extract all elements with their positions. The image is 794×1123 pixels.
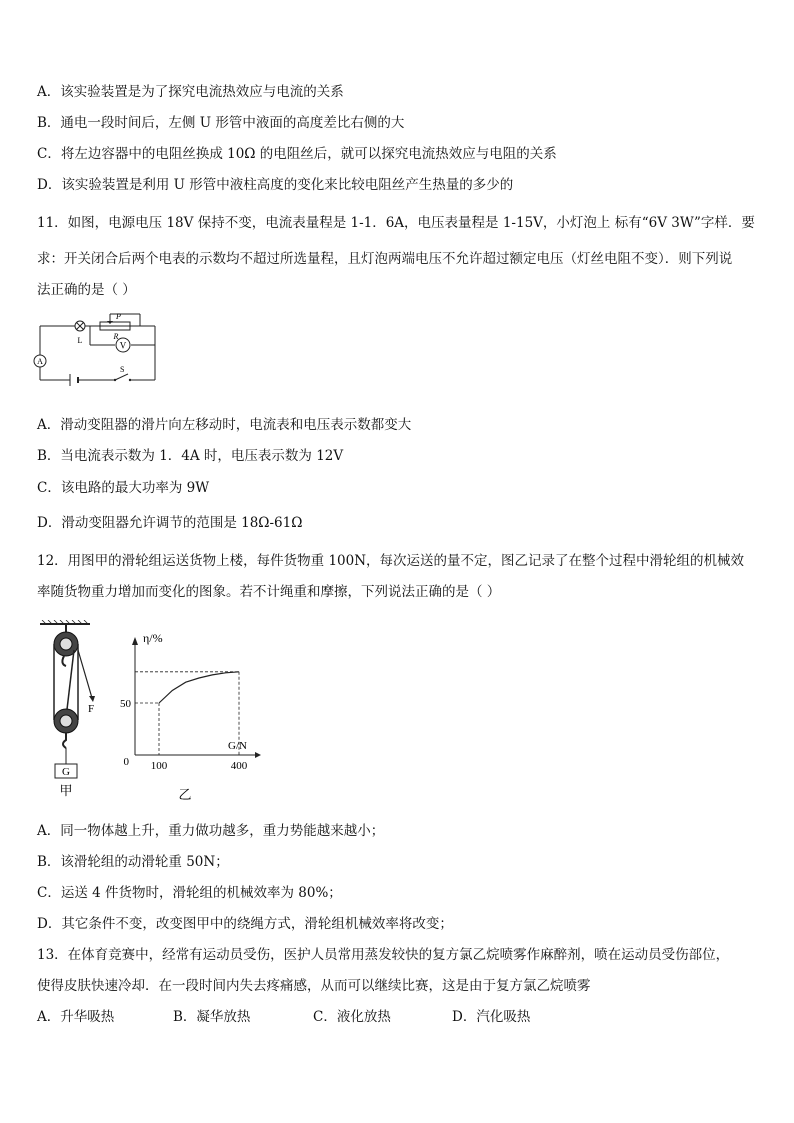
q13-stem-line1: 13．在体育竞赛中，经常有运动员受伤，医护人员常用蒸发较快的复方氯乙烷喷雾作麻醉剂，喷在运动员受伤部位，	[37, 947, 730, 963]
q10-option-d: D．该实验装置是利用 U 形管中液柱高度的变化来比较电阻丝产生热量的多少的	[37, 177, 514, 193]
q11-option-d: D．滑动变阻器允许调节的范围是 18Ω-61Ω	[37, 515, 303, 531]
circuit-diagram	[30, 310, 170, 390]
efficiency-chart	[115, 625, 265, 803]
q12-option-d: D．其它条件不变，改变图甲中的绕绳方式，滑轮组机械效率将改变；	[37, 916, 453, 932]
resistor-label: R	[113, 332, 119, 341]
moving-pulley-icon	[54, 709, 78, 733]
efficiency-curve	[159, 672, 239, 703]
battery-icon	[70, 374, 78, 386]
q13-option-d: D．汽化吸热	[452, 1009, 531, 1025]
lamp-label: L	[77, 336, 83, 345]
weight-label: G	[62, 766, 70, 778]
q13-option-b: B．凝华放热	[173, 1009, 251, 1025]
q13-option-a: A．升华吸热	[37, 1009, 115, 1025]
force-label: F	[88, 703, 95, 715]
svg-text:V: V	[119, 340, 127, 351]
y-axis-label: η/%	[143, 631, 163, 645]
q11-stem-line3: 法正确的是（ ）	[37, 282, 136, 298]
q10-option-b: B．通电一段时间后，左侧 U 形管中液面的高度差比右侧的大	[37, 115, 405, 131]
q12-option-b: B．该滑轮组的动滑轮重 50N；	[37, 854, 229, 870]
pulley-diagram	[38, 620, 108, 802]
switch-label: S	[120, 365, 125, 374]
lamp-icon	[75, 321, 85, 331]
origin-label: 0	[123, 756, 129, 768]
q13-option-c: C．液化放热	[313, 1009, 391, 1025]
q12-option-c: C．运送 4 件货物时，滑轮组的机械效率为 80%；	[37, 885, 342, 901]
q10-option-c: C．将左边容器中的电阻丝换成 10Ω 的电阻丝后，就可以探究电流热效应与电阻的关系	[37, 146, 557, 162]
q13-options	[37, 1008, 757, 1026]
q11-option-a: A．滑动变阻器的滑片向左移动时，电流表和电压表示数都变大	[37, 417, 412, 433]
x-tick-label-1: 400	[230, 760, 248, 772]
q11-stem-line1: 11．如图，电源电压 18V 保持不变，电流表量程是 1-1．6A，电压表量程是 1-15V，小灯泡上 标有“6V 3W”字样．要	[37, 215, 755, 231]
chart-caption: 乙	[178, 787, 192, 802]
pulley-caption: 甲	[59, 783, 73, 798]
q12-stem-line2: 率随货物重力增加而变化的图象。若不计绳重和摩擦，下列说法正确的是（ ）	[37, 584, 501, 600]
slider-label: P	[116, 312, 121, 321]
q10-option-a: A．该实验装置是为了探究电流热效应与电流的关系	[37, 84, 344, 100]
q12-option-a: A．同一物体越上升，重力做功越多，重力势能越来越小；	[37, 823, 385, 839]
q12-stem-line1: 12．用图甲的滑轮组运送货物上楼，每件货物重 100N，每次运送的量不定，图乙记录了在整个过程中滑轮组的机械效	[37, 553, 745, 569]
ammeter-icon	[34, 355, 46, 367]
y-tick-label-0: 50	[120, 698, 131, 710]
q11-option-c: C．该电路的最大功率为 9W	[37, 480, 210, 496]
q13-stem-line2: 使得皮肤快速冷却．在一段时间内失去疼痛感，从而可以继续比赛，这是由于复方氯乙烷喷雾	[37, 978, 591, 994]
q11-stem-line2: 求：开关闭合后两个电表的示数均不超过所选量程，且灯泡两端电压不允许超过额定电压（灯丝电阻不变）．则下列说	[37, 251, 733, 267]
x-tick-label-0: 100	[150, 760, 168, 772]
q11-option-b: B．当电流表示数为 1．4A 时，电压表示数为 12V	[37, 448, 344, 464]
svg-text:A: A	[37, 357, 43, 366]
x-axis-label: G/N	[228, 740, 247, 752]
